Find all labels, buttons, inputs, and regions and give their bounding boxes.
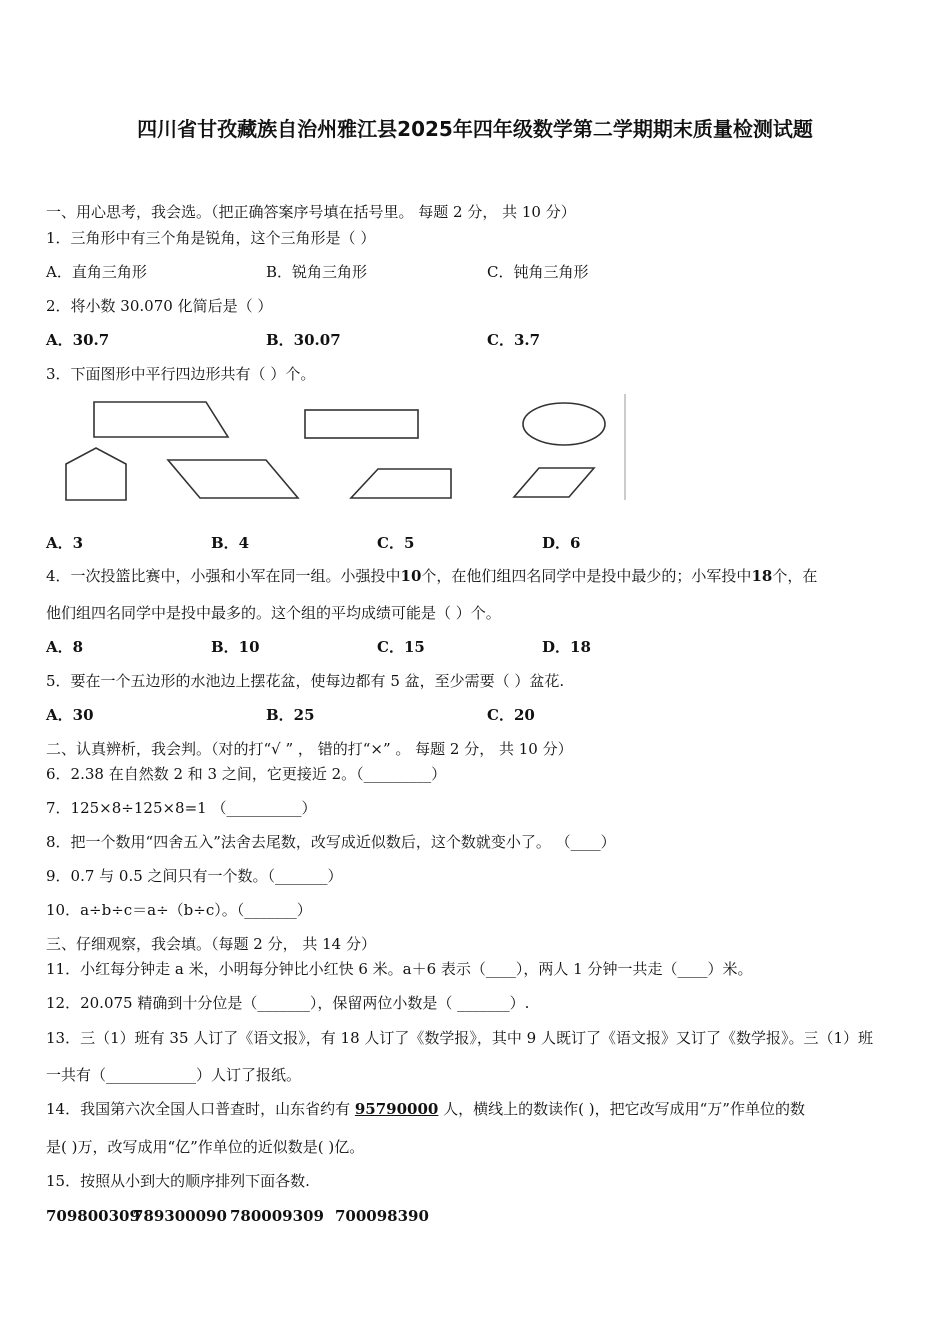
question-5: 5．要在一个五边形的水池边上摆花盆，使每边都有 5 盆，至少需要（ ）盆花. [46, 672, 565, 690]
question-8: 8．把一个数用“四舍五入”法舍去尾数，改写成近似数后，这个数就变小了。 （____） [46, 833, 616, 851]
q15-number-4: 700098390 [335, 1207, 429, 1225]
q3-option-d: D．6 [542, 534, 581, 552]
question-10: 10．a÷b÷c＝a÷（b÷c）。（_______） [46, 901, 312, 919]
section-1-heading: 一、用心思考，我会选。（把正确答案序号填在括号里。 每题 2 分， 共 10 分） [46, 203, 576, 221]
q4-option-a: A．8 [46, 638, 84, 656]
question-4-line-2: 他们组四名同学中是投中最多的。这个组的平均成绩可能是（ ）个。 [46, 604, 501, 622]
question-2: 2．将小数 30.070 化简后是（ ） [46, 297, 273, 315]
parallelogram-shape-1 [168, 460, 298, 498]
underlined-number: 95790000 [354, 1100, 439, 1118]
question-13-line-1: 13．三（1）班有 35 人订了《语文报》，有 18 人订了《数学报》，其中 9 人既订了《语文报》又订了《数学报》。三（1）班 [46, 1029, 874, 1047]
q15-number-1: 709800309 [46, 1207, 140, 1225]
q2-option-a: A．30.7 [46, 331, 110, 349]
q5-option-a: A．30 [46, 706, 94, 724]
question-13-line-2: 一共有（____________）人订了报纸。 [46, 1066, 302, 1084]
q4-option-d: D．18 [542, 638, 591, 656]
question-1: 1．三角形中有三个角是锐角，这个三角形是（ ） [46, 229, 376, 247]
q2-option-c: C．3.7 [487, 331, 541, 349]
q5-option-c: C．20 [487, 706, 535, 724]
trapezoid-shape [94, 402, 228, 437]
q15-number-3: 780009309 [230, 1207, 324, 1225]
pentagon-shape [66, 448, 126, 500]
question-15: 15．按照从小到大的顺序排列下面各数. [46, 1172, 310, 1190]
question-9: 9．0.7 与 0.5 之间只有一个数。（_______） [46, 867, 343, 885]
q3-option-b: B．4 [211, 534, 250, 552]
section-2-heading: 二、认真辨析，我会判。（对的打“√ ” ， 错的打“×” 。 每题 2 分， 共 10 分） [46, 740, 573, 758]
q3-option-a: A．3 [46, 534, 84, 552]
question-11: 11．小红每分钟走 a 米，小明每分钟比小红快 6 米。a＋6 表示（____），两人 1 分钟一共走（____）米。 [46, 960, 753, 978]
q3-shapes-figure [46, 390, 646, 505]
q1-option-c: C．钝角三角形 [487, 263, 589, 281]
q2-option-b: B．30.07 [266, 331, 341, 349]
trapezoid-shape-2 [351, 469, 451, 498]
parallelogram-shape-2 [514, 468, 594, 497]
q1-option-b: B．锐角三角形 [266, 263, 368, 281]
question-6: 6．2.38 在自然数 2 和 3 之间，它更接近 2。（_________） [46, 765, 447, 783]
q1-option-a: A．直角三角形 [46, 263, 147, 281]
q4-option-b: B．10 [211, 638, 260, 656]
q4-option-c: C．15 [377, 638, 425, 656]
question-3: 3．下面图形中平行四边形共有（ ）个。 [46, 365, 316, 383]
question-14-line-1: 14．我国第六次全国人口普查时，山东省约有 95790000 人，横线上的数读作( )，把它改写成用“万”作单位的数 [46, 1100, 805, 1118]
section-3-heading: 三、仔细观察，我会填。（每题 2 分， 共 14 分） [46, 935, 376, 953]
q3-option-c: C．5 [377, 534, 415, 552]
question-12: 12．20.075 精确到十分位是（_______），保留两位小数是（ _______）. [46, 994, 530, 1012]
question-4-line-1: 4．一次投篮比赛中，小强和小军在同一组。小强投中10个，在他们组四名同学中是投中最少的；小军投中18个，在 [46, 567, 818, 585]
page-title: 四川省甘孜藏族自治州雅江县2025年四年级数学第二学期期末质量检测试题 [137, 117, 813, 141]
q5-option-b: B．25 [266, 706, 315, 724]
q15-number-2: 789300090 [133, 1207, 227, 1225]
rectangle-shape [305, 410, 418, 438]
ellipse-shape [523, 403, 605, 445]
question-7: 7．125×8÷125×8=1 （__________） [46, 799, 317, 817]
question-14-line-2: 是( )万，改写成用“亿”作单位的近似数是( )亿。 [46, 1138, 365, 1156]
